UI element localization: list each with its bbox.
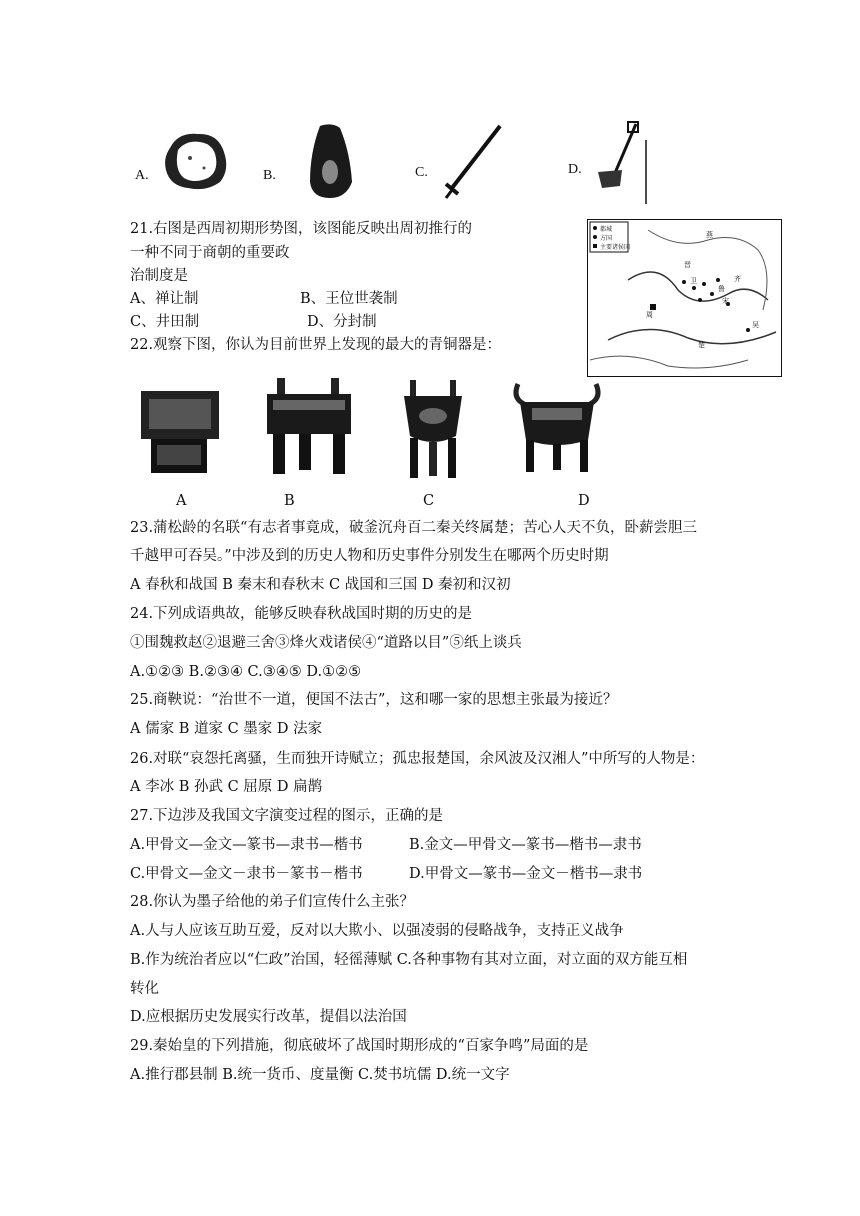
q22-label-d: D — [578, 493, 590, 509]
q21-stem-line2: 一种不同于商朝的重要政 — [130, 245, 290, 261]
axe-image — [592, 120, 652, 204]
q22-label-c: C — [423, 493, 435, 509]
q28-option-a: A.人与人应该互助互爱，反对以大欺小、以强凌弱的侵略战争，支持正义战争 — [130, 923, 624, 939]
q23-stem-line2: 千越甲可吞吴。”中涉及到的历史人物和历史事件分别发生在哪两个历史时期 — [130, 548, 609, 564]
bronze-vessel-a-image — [135, 385, 225, 477]
western-zhou-map — [587, 219, 782, 377]
map-legend-state: 方国 — [600, 235, 613, 242]
q21-option-a: A、禅让制 — [130, 291, 199, 307]
q27-option-d: D.甲骨文—篆书—金文－楷书—隶书 — [409, 866, 643, 882]
bronze-vessel-d-image — [512, 378, 602, 474]
q29-options: A.推行郡县制 B.统一货币、度量衡 C.焚书坑儒 D.统一文字 — [130, 1067, 510, 1083]
q28-option-d: D.应根据历史发展实行改革，提倡以法治国 — [130, 1009, 407, 1025]
tool-label-d: D. — [568, 162, 582, 177]
q25-options: A 儒家 B 道家 C 墨家 D 法家 — [130, 721, 323, 737]
map-label-wei: 卫 — [690, 277, 697, 285]
q24-options: A.①②③ B.②③④ C.③④⑤ D.①②⑤ — [130, 664, 362, 680]
map-label-qi: 齐 — [734, 275, 741, 283]
stone-tool-b-image — [306, 122, 356, 200]
map-label-song: 宋 — [722, 297, 729, 305]
map-legend-vassal: 主要诸侯国 — [600, 244, 631, 251]
map-label-zhou: 周 — [646, 311, 653, 319]
q28-stem: 28.你认为墨子给他的弟子们宣传什么主张？ — [130, 894, 415, 910]
map-label-wu: 吴 — [752, 321, 759, 329]
q23-options: A 春秋和战国 B 秦末和春秋末 C 战国和三国 D 秦初和汉初 — [130, 577, 511, 593]
q29-stem: 29.秦始皇的下列措施，彻底破坏了战国时期形成的“百家争鸣”局面的是 — [130, 1038, 589, 1054]
map-label-lu: 鲁 — [718, 285, 725, 293]
q22-label-b: B — [284, 493, 295, 509]
bronze-sword-image — [440, 122, 506, 200]
map-legend-capital: 都城 — [600, 226, 613, 233]
map-label-yan: 燕 — [706, 231, 713, 239]
tool-label-a: A. — [135, 168, 149, 183]
q21-option-d: D、分封制 — [307, 314, 377, 330]
q27-option-c: C.甲骨文—金文－隶书－篆书－楷书 — [130, 866, 363, 882]
q21-stem-line3: 治制度是 — [130, 268, 188, 284]
tool-label-b: B. — [263, 168, 276, 183]
q23-stem-line1: 23.蒲松龄的名联“有志者事竟成，破釜沉舟百二秦关终属楚；苦心人天不负，卧薪尝胆三 — [130, 520, 697, 536]
q25-stem: 25.商鞅说：“治世不一道，便国不法古”，这和哪一家的思想主张最为接近？ — [130, 692, 618, 708]
map-label-chu: 楚 — [698, 341, 705, 349]
tool-label-c: C. — [415, 165, 428, 180]
q24-items: ①围魏救赵②退避三舍③烽火戏诸侯④“道路以目”⑤纸上谈兵 — [130, 635, 522, 651]
q26-options: A 李冰 B 孙武 C 屈原 D 扁鹊 — [130, 779, 323, 795]
q22-stem: 22.观察下图，你认为目前世界上发现的最大的青铜器是： — [130, 337, 502, 353]
q28-option-b-c: B.作为统治者应以“仁政”治国，轻徭薄赋 C.各种事物有其对立面，对立面的双方能互相 — [130, 952, 688, 968]
q22-label-a: A — [176, 493, 187, 509]
q21-stem-line1: 21.右图是西周初期形势图，该图能反映出周初推行的 — [130, 221, 473, 237]
stone-tool-a-image — [160, 128, 230, 194]
q27-option-a: A.甲骨文—金文—篆书—隶书—楷书 — [130, 837, 363, 853]
q27-stem: 27.下边涉及我国文字演变过程的图示，正确的是 — [130, 808, 444, 824]
q26-stem: 26.对联“哀怨托离骚，生而独开诗赋立；孤忠报楚国，余风波及汉湘人”中所写的人物是： — [130, 751, 705, 767]
bronze-vessel-c-image — [400, 380, 466, 480]
map-label-jin: 晋 — [684, 261, 691, 269]
q24-stem: 24.下列成语典故，能够反映春秋战国时期的历史的是 — [130, 606, 473, 622]
q21-option-c: C、井田制 — [130, 314, 200, 330]
q21-option-b: B、王位世袭制 — [300, 291, 398, 307]
q27-option-b: B.金文—甲骨文—篆书—楷书—隶书 — [409, 837, 642, 853]
q28-option-c-cont: 转化 — [130, 981, 159, 997]
bronze-vessel-b-image — [263, 376, 355, 478]
